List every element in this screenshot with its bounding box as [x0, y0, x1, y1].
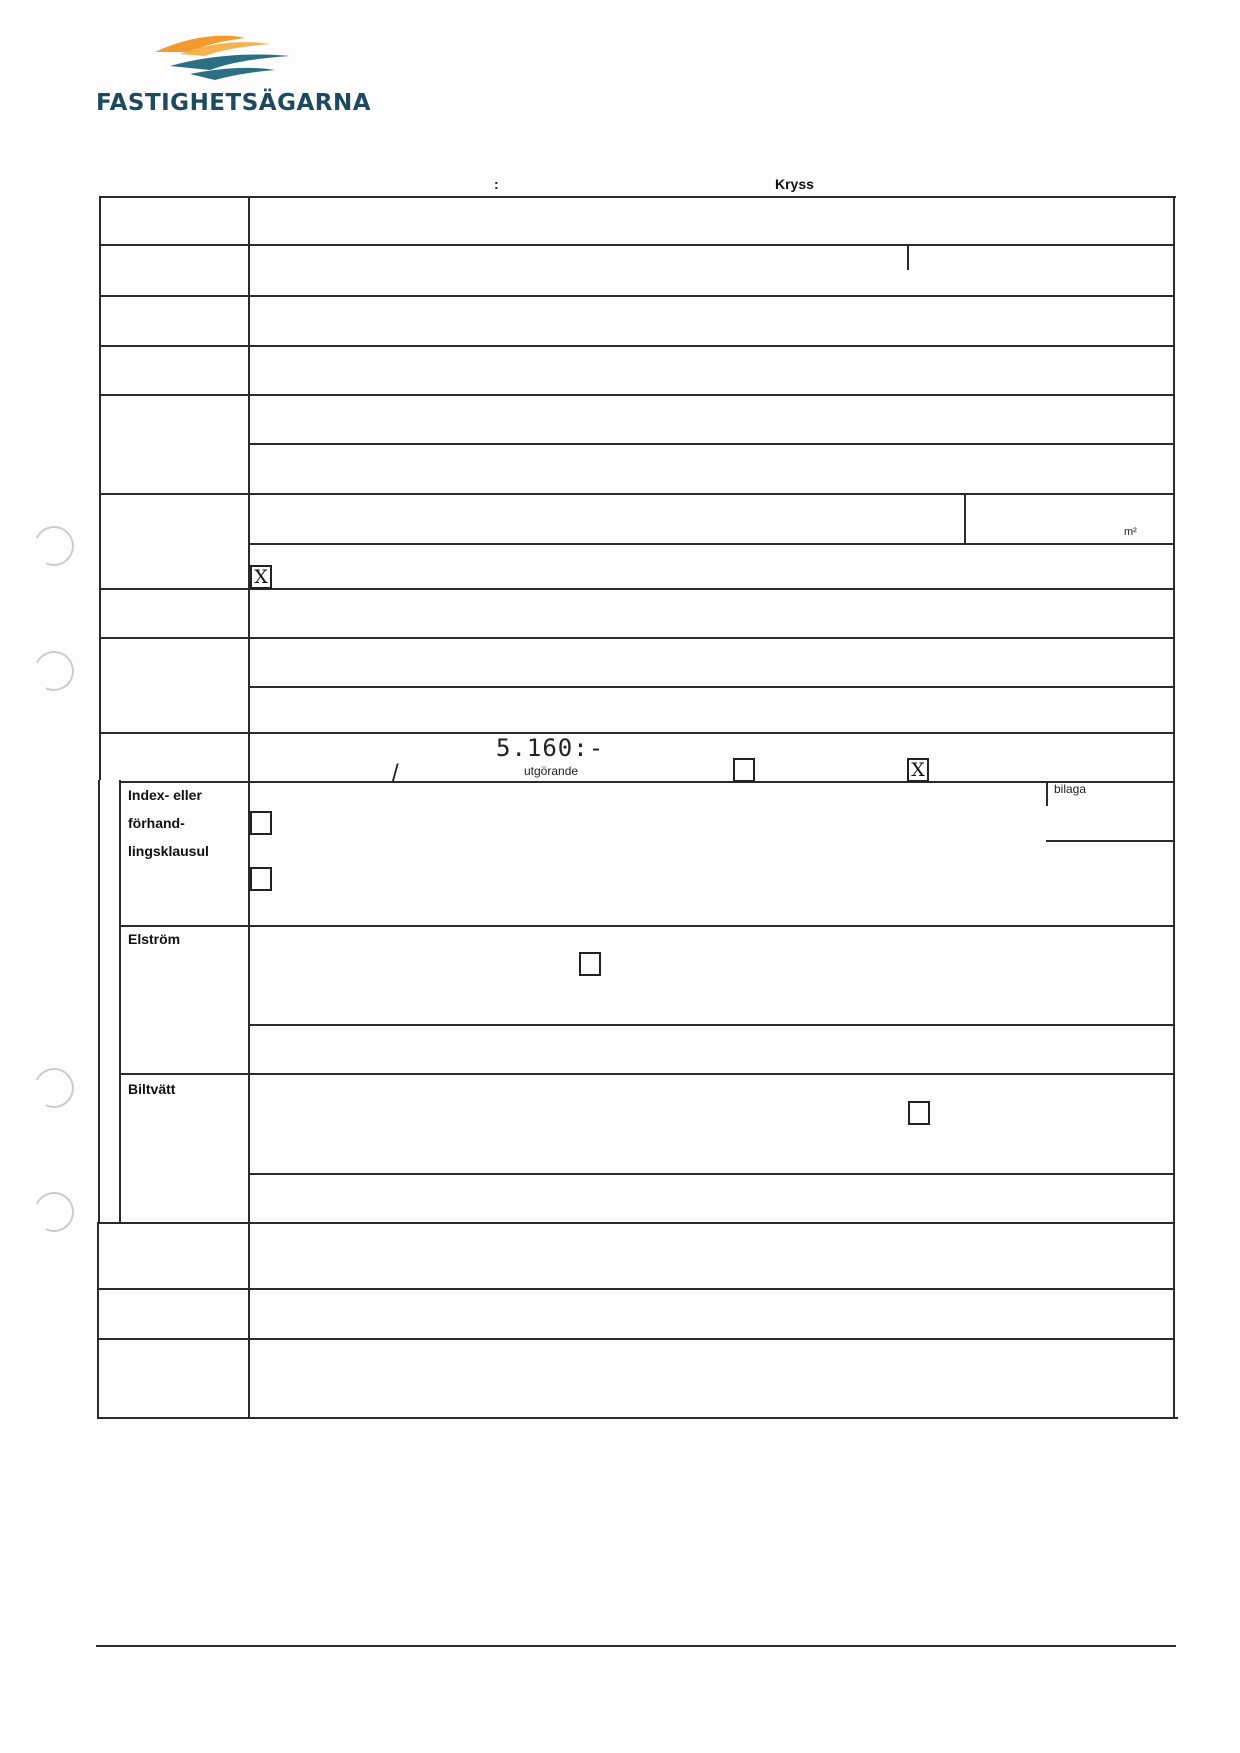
row-line [97, 1222, 1175, 1224]
elstrom-label: Elström [128, 931, 181, 947]
row-line [99, 493, 1175, 495]
row-line [97, 1338, 1175, 1340]
brand-logo-text: FASTIGHETSÄGARNA [96, 90, 372, 116]
row-line [120, 925, 1175, 927]
area-unit: m² [1124, 526, 1137, 538]
field-separator [907, 244, 909, 270]
rent-amount: 5.160:- [496, 734, 605, 762]
field-separator [964, 493, 966, 543]
area-checkbox[interactable]: X [250, 565, 272, 589]
field-separator [1046, 782, 1048, 806]
row-line [99, 295, 1175, 297]
wave-logo-icon [150, 30, 295, 82]
rent-option-a-checkbox[interactable] [733, 758, 755, 782]
row-line [99, 244, 1175, 246]
index-clause-label-line3: lingsklausul [128, 843, 209, 859]
inner-section-left [119, 780, 121, 1224]
elstrom-checkbox[interactable] [579, 952, 601, 976]
binder-hole [28, 520, 79, 571]
row-line [248, 1173, 1175, 1175]
biltvatt-checkbox[interactable] [908, 1101, 930, 1125]
index-option-a-checkbox[interactable] [250, 811, 272, 835]
index-option-b-checkbox[interactable] [250, 867, 272, 891]
frame-left-lower [97, 1222, 99, 1419]
row-line [248, 1024, 1175, 1026]
bilaga-underline [1046, 840, 1175, 842]
binder-hole [28, 645, 79, 696]
index-clause-label-line2: förhand- [128, 815, 185, 831]
frame-right [1173, 196, 1175, 1419]
bilaga-label: bilaga [1054, 782, 1087, 796]
row-line [248, 686, 1175, 688]
row-line [248, 543, 1175, 545]
binder-hole [28, 1186, 79, 1237]
rent-slash: / [392, 760, 399, 787]
index-clause-label-line1: Index- eller [128, 787, 202, 803]
biltvatt-label: Biltvätt [128, 1081, 176, 1097]
row-line [99, 732, 1175, 734]
row-line [97, 1288, 1175, 1290]
column-divider [248, 196, 250, 1419]
footer-rule [96, 1645, 1176, 1647]
rent-option-b-checkbox[interactable]: X [907, 758, 929, 782]
row-line [120, 1073, 1175, 1075]
row-line [99, 637, 1175, 639]
binder-hole [28, 1062, 79, 1113]
row-line [99, 394, 1175, 396]
kryss-header: Kryss [775, 176, 814, 192]
header-colon: : [494, 176, 499, 192]
frame-top [99, 196, 1176, 198]
utgorande-label: utgörande [524, 764, 579, 778]
row-line [99, 345, 1175, 347]
row-line [120, 781, 1175, 783]
frame-bottom [97, 1417, 1178, 1419]
row-line [248, 443, 1175, 445]
frame-left-mid [98, 780, 100, 1224]
frame-left-upper [99, 196, 101, 780]
